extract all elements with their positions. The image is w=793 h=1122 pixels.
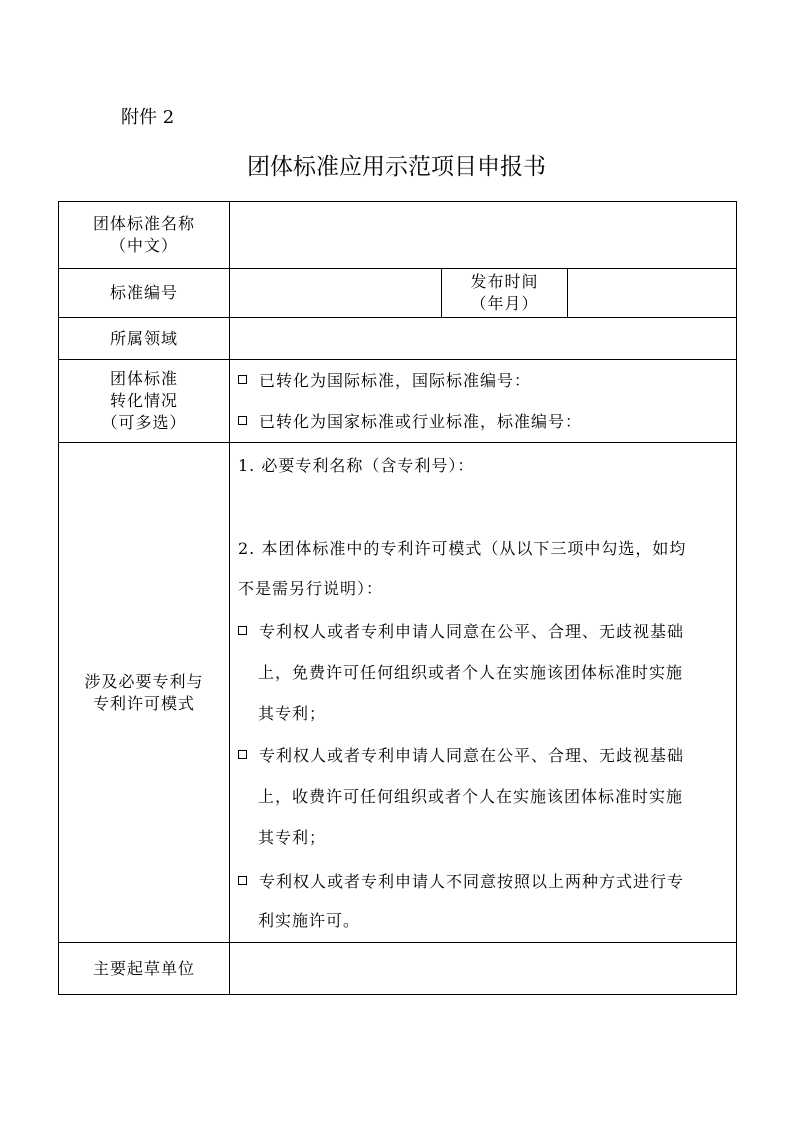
conversion-option-national-text: 已转化为国家标准或行业标准，标准编号： (259, 412, 583, 431)
patent-item-2-line1: 2. 本团体标准中的专利许可模式（从以下三项中勾选，如均 (238, 539, 687, 558)
patent-option-free-line3: 其专利； (258, 704, 327, 723)
patent-option-free[interactable] (238, 620, 684, 644)
field-value[interactable] (230, 318, 737, 359)
publish-date-label-line1: 发布时间 (470, 272, 539, 291)
conversion-option-international-text: 已转化为国际标准，国际标准编号： (259, 371, 532, 390)
publish-date-label-line2: （年月） (470, 294, 539, 313)
patent-content (230, 443, 737, 942)
patent-item-1: 1. 必要专利名称（含专利号）： (238, 456, 475, 475)
conversion-label (59, 360, 229, 442)
standard-number-field[interactable] (230, 269, 441, 317)
patent-label-line1: 涉及必要专利与 (84, 671, 204, 691)
conversion-option-international[interactable] (238, 369, 531, 393)
conversion-options (230, 360, 737, 442)
publish-date-field[interactable] (568, 269, 737, 317)
drafter-label (59, 943, 229, 995)
patent-option-paid[interactable] (238, 744, 684, 768)
patent-item-2-line2: 不是需另行说明）： (238, 579, 384, 598)
publish-date-label (442, 269, 567, 317)
patent-option-refuse-line1: 专利权人或者专利申请人不同意按照以上两种方式进行专 (259, 872, 685, 891)
patent-label (59, 443, 229, 942)
patent-option-paid-line2: 上，收费许可任何组织或者个人在实施该团体标准时实施 (258, 787, 684, 806)
standard-name-label-line1: 团体标准名称 (92, 214, 195, 233)
drafter-field[interactable] (230, 943, 737, 995)
attachment-label: 附件 2 (121, 107, 175, 128)
patent-option-refuse-line2: 利实施许可。 (258, 911, 361, 930)
checkbox-icon[interactable] (238, 416, 247, 425)
drafter-label-text: 主要起草单位 (92, 959, 195, 978)
document-title: 团体标准应用示范项目申报书 (247, 154, 546, 180)
conversion-label-line3: （可多选） (101, 413, 187, 432)
standard-number-label-text: 标准编号 (109, 283, 178, 302)
conversion-label-line2: 转化情况 (109, 391, 178, 410)
standard-name-label-line2: （中文） (109, 236, 178, 255)
field-label (59, 318, 229, 359)
checkbox-icon[interactable] (238, 626, 247, 635)
checkbox-icon[interactable] (238, 750, 247, 759)
standard-number-label (59, 269, 229, 317)
field-label-text: 所属领域 (109, 328, 178, 348)
patent-option-free-line1: 专利权人或者专利申请人同意在公平、合理、无歧视基础 (259, 622, 685, 641)
patent-option-paid-line1: 专利权人或者专利申请人同意在公平、合理、无歧视基础 (259, 746, 685, 765)
application-form-table (58, 201, 737, 995)
patent-option-paid-line3: 其专利； (258, 828, 327, 847)
conversion-label-line1: 团体标准 (109, 369, 178, 388)
patent-option-free-line2: 上，免费许可任何组织或者个人在实施该团体标准时实施 (258, 663, 684, 682)
conversion-option-national[interactable] (238, 410, 582, 434)
checkbox-icon[interactable] (238, 375, 247, 384)
checkbox-icon[interactable] (238, 876, 247, 885)
standard-name-label (59, 202, 229, 268)
standard-name-field[interactable] (230, 202, 737, 268)
patent-label-line2: 专利许可模式 (92, 693, 195, 713)
patent-option-refuse[interactable] (238, 870, 684, 894)
